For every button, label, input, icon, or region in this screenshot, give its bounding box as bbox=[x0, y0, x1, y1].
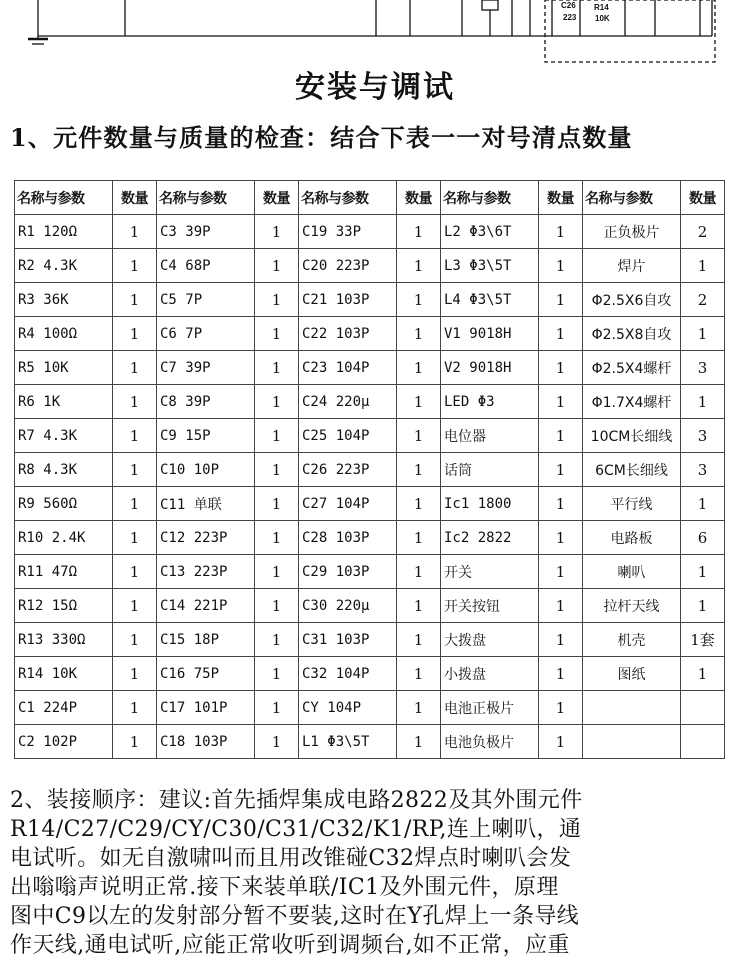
part-name: L2 Φ3\6T bbox=[441, 215, 539, 249]
r14-value: 10K bbox=[595, 14, 610, 23]
part-name: 拉杆天线 bbox=[583, 589, 681, 623]
part-name: R4 100Ω bbox=[15, 317, 113, 351]
part-name: C5 7P bbox=[157, 283, 255, 317]
part-name: R6 1K bbox=[15, 385, 113, 419]
part-quantity bbox=[681, 725, 725, 759]
part-name: CY 104P bbox=[299, 691, 397, 725]
part-quantity: 1 bbox=[397, 725, 441, 759]
part-name: C17 101P bbox=[157, 691, 255, 725]
part-quantity: 1 bbox=[397, 623, 441, 657]
part-name: 10CM长细线 bbox=[583, 419, 681, 453]
part-quantity: 1 bbox=[113, 487, 157, 521]
column-header-name: 名称与参数 bbox=[441, 181, 539, 215]
part-name: 喇叭 bbox=[583, 555, 681, 589]
table-row bbox=[15, 487, 725, 521]
part-name: C11 单联 bbox=[157, 487, 255, 521]
part-quantity: 1 bbox=[397, 453, 441, 487]
part-quantity: 1 bbox=[681, 385, 725, 419]
table-body bbox=[15, 215, 725, 759]
table-row bbox=[15, 521, 725, 555]
part-quantity: 1 bbox=[255, 249, 299, 283]
part-name: L1 Φ3\5T bbox=[299, 725, 397, 759]
part-quantity: 2 bbox=[681, 215, 725, 249]
part-name: 焊片 bbox=[583, 249, 681, 283]
part-quantity: 3 bbox=[681, 419, 725, 453]
part-name: Φ2.5X4螺杆 bbox=[583, 351, 681, 385]
part-quantity: 1 bbox=[539, 351, 583, 385]
part-name: R10 2.4K bbox=[15, 521, 113, 555]
part-name: 电位器 bbox=[441, 419, 539, 453]
part-quantity: 1 bbox=[113, 691, 157, 725]
part-name: LED Φ3 bbox=[441, 385, 539, 419]
part-name: L4 Φ3\5T bbox=[441, 283, 539, 317]
part-name: 话筒 bbox=[441, 453, 539, 487]
part-name: L3 Φ3\5T bbox=[441, 249, 539, 283]
part-quantity: 1 bbox=[539, 555, 583, 589]
part-quantity: 1 bbox=[255, 623, 299, 657]
part-name: R1 120Ω bbox=[15, 215, 113, 249]
part-name: C26 223P bbox=[299, 453, 397, 487]
part-quantity: 1 bbox=[397, 419, 441, 453]
paragraph-line: 电试听。如无自激啸叫而且用改锥碰C32焊点时喇叭会发 bbox=[10, 846, 572, 871]
part-name: C13 223P bbox=[157, 555, 255, 589]
part-quantity: 1 bbox=[113, 657, 157, 691]
part-name: C21 103P bbox=[299, 283, 397, 317]
part-quantity: 1 bbox=[113, 283, 157, 317]
part-name: 图纸 bbox=[583, 657, 681, 691]
part-name: C25 104P bbox=[299, 419, 397, 453]
assembly-order-paragraph bbox=[10, 786, 740, 960]
part-quantity: 3 bbox=[681, 351, 725, 385]
part-name: Φ2.5X6自攻 bbox=[583, 283, 681, 317]
column-header-name: 名称与参数 bbox=[583, 181, 681, 215]
part-name: 电池正极片 bbox=[441, 691, 539, 725]
part-quantity: 1 bbox=[255, 521, 299, 555]
part-quantity: 1 bbox=[113, 453, 157, 487]
part-name: C9 15P bbox=[157, 419, 255, 453]
part-name: R14 10K bbox=[15, 657, 113, 691]
part-name: Φ1.7X4螺杆 bbox=[583, 385, 681, 419]
part-quantity: 1 bbox=[255, 725, 299, 759]
part-quantity: 1 bbox=[397, 487, 441, 521]
part-quantity: 1 bbox=[681, 657, 725, 691]
part-name: R9 560Ω bbox=[15, 487, 113, 521]
part-quantity: 1 bbox=[113, 215, 157, 249]
part-quantity: 1 bbox=[539, 419, 583, 453]
part-name: C31 103P bbox=[299, 623, 397, 657]
column-header-qty: 数量 bbox=[681, 181, 725, 215]
part-name: C2 102P bbox=[15, 725, 113, 759]
circuit-diagram-fragment bbox=[0, 0, 750, 70]
part-quantity: 1 bbox=[539, 589, 583, 623]
part-quantity: 1 bbox=[539, 215, 583, 249]
part-quantity: 1 bbox=[539, 657, 583, 691]
part-name: C29 103P bbox=[299, 555, 397, 589]
column-header-qty: 数量 bbox=[397, 181, 441, 215]
part-quantity: 1 bbox=[113, 385, 157, 419]
part-name: C23 104P bbox=[299, 351, 397, 385]
paragraph-line: 2、装接顺序：建议:首先插焊集成电路2822及其外围元件 bbox=[10, 788, 583, 813]
part-quantity: 1 bbox=[397, 283, 441, 317]
part-quantity: 1 bbox=[681, 589, 725, 623]
part-quantity: 1 bbox=[539, 725, 583, 759]
part-name: R5 10K bbox=[15, 351, 113, 385]
table-row bbox=[15, 555, 725, 589]
part-quantity: 1 bbox=[255, 555, 299, 589]
part-name: 6CM长细线 bbox=[583, 453, 681, 487]
column-header-name: 名称与参数 bbox=[299, 181, 397, 215]
part-name: C18 103P bbox=[157, 725, 255, 759]
part-quantity: 1 bbox=[397, 249, 441, 283]
part-name: 电路板 bbox=[583, 521, 681, 555]
part-quantity: 1 bbox=[255, 487, 299, 521]
part-name: C14 221P bbox=[157, 589, 255, 623]
table-row bbox=[15, 419, 725, 453]
parts-table bbox=[14, 180, 725, 759]
part-quantity: 3 bbox=[681, 453, 725, 487]
table-row bbox=[15, 385, 725, 419]
table-row bbox=[15, 453, 725, 487]
table-row bbox=[15, 317, 725, 351]
part-name bbox=[583, 691, 681, 725]
part-name: C19 33P bbox=[299, 215, 397, 249]
column-header-qty: 数量 bbox=[113, 181, 157, 215]
part-name: C7 39P bbox=[157, 351, 255, 385]
part-quantity: 1 bbox=[539, 623, 583, 657]
part-name: C4 68P bbox=[157, 249, 255, 283]
part-name: C27 104P bbox=[299, 487, 397, 521]
part-name: C22 103P bbox=[299, 317, 397, 351]
part-name: 电池负极片 bbox=[441, 725, 539, 759]
part-quantity: 1 bbox=[113, 623, 157, 657]
part-quantity: 1 bbox=[397, 555, 441, 589]
part-quantity: 1 bbox=[255, 453, 299, 487]
part-quantity: 1 bbox=[539, 385, 583, 419]
part-quantity: 1 bbox=[113, 249, 157, 283]
part-quantity: 1 bbox=[397, 521, 441, 555]
part-quantity: 1 bbox=[539, 487, 583, 521]
part-name: R11 47Ω bbox=[15, 555, 113, 589]
c26-label: C26 bbox=[561, 1, 576, 10]
part-name bbox=[583, 725, 681, 759]
part-quantity: 1 bbox=[397, 657, 441, 691]
paragraph-line: R14/C27/C29/CY/C30/C31/C32/K1/RP,连上喇叭，通 bbox=[10, 817, 582, 842]
part-name: C30 220μ bbox=[299, 589, 397, 623]
paragraph-line: 作天线,通电试听,应能正常收听到调频台,如不正常，应重 bbox=[10, 933, 570, 958]
table-row bbox=[15, 215, 725, 249]
part-quantity: 1 bbox=[113, 589, 157, 623]
part-quantity: 1 bbox=[681, 487, 725, 521]
part-name: 正负极片 bbox=[583, 215, 681, 249]
table-row bbox=[15, 691, 725, 725]
part-quantity: 1 bbox=[539, 521, 583, 555]
part-name: Ic2 2822 bbox=[441, 521, 539, 555]
part-quantity: 1 bbox=[397, 351, 441, 385]
part-name: R2 4.3K bbox=[15, 249, 113, 283]
part-name: 平行线 bbox=[583, 487, 681, 521]
part-name: C8 39P bbox=[157, 385, 255, 419]
part-quantity bbox=[681, 691, 725, 725]
table-row bbox=[15, 589, 725, 623]
resistor-symbol bbox=[482, 0, 498, 10]
part-quantity: 1 bbox=[255, 385, 299, 419]
part-name: R13 330Ω bbox=[15, 623, 113, 657]
column-header-qty: 数量 bbox=[539, 181, 583, 215]
section-heading-check: 1、元件数量与质量的检查：结合下表一一对号清点数量 bbox=[10, 123, 633, 152]
r14-label: R14 bbox=[594, 3, 609, 12]
part-name: C1 224P bbox=[15, 691, 113, 725]
part-name: C15 18P bbox=[157, 623, 255, 657]
part-name: R7 4.3K bbox=[15, 419, 113, 453]
part-quantity: 1 bbox=[255, 283, 299, 317]
part-quantity: 1 bbox=[539, 453, 583, 487]
table-row bbox=[15, 657, 725, 691]
table-row bbox=[15, 283, 725, 317]
table-row bbox=[15, 725, 725, 759]
paragraph-line: 出嗡嗡声说明正常.接下来装单联/IC1及外围元件，原理 bbox=[10, 875, 559, 900]
part-name: C20 223P bbox=[299, 249, 397, 283]
part-name: R12 15Ω bbox=[15, 589, 113, 623]
part-quantity: 1 bbox=[255, 215, 299, 249]
part-name: C28 103P bbox=[299, 521, 397, 555]
part-name: R3 36K bbox=[15, 283, 113, 317]
part-quantity: 1 bbox=[113, 351, 157, 385]
part-quantity: 1 bbox=[255, 419, 299, 453]
part-name: 大拨盘 bbox=[441, 623, 539, 657]
part-quantity: 1 bbox=[113, 317, 157, 351]
page-title: 安装与调试 bbox=[295, 70, 455, 105]
part-quantity: 1 bbox=[397, 385, 441, 419]
table-header-row bbox=[15, 181, 725, 215]
paragraph-line: 图中C9以左的发射部分暂不要装,这时在Y孔焊上一条导线 bbox=[10, 904, 580, 929]
part-quantity: 1套 bbox=[681, 623, 725, 657]
part-quantity: 1 bbox=[539, 691, 583, 725]
part-quantity: 1 bbox=[255, 351, 299, 385]
column-header-name: 名称与参数 bbox=[15, 181, 113, 215]
part-quantity: 1 bbox=[113, 521, 157, 555]
part-quantity: 6 bbox=[681, 521, 725, 555]
part-quantity: 1 bbox=[539, 317, 583, 351]
part-quantity: 1 bbox=[255, 317, 299, 351]
part-quantity: 2 bbox=[681, 283, 725, 317]
part-quantity: 1 bbox=[255, 657, 299, 691]
part-name: R8 4.3K bbox=[15, 453, 113, 487]
part-name: Φ2.5X8自攻 bbox=[583, 317, 681, 351]
part-quantity: 1 bbox=[539, 283, 583, 317]
c26-value: 223 bbox=[563, 13, 577, 22]
table-row bbox=[15, 623, 725, 657]
part-name: C3 39P bbox=[157, 215, 255, 249]
part-name: V2 9018H bbox=[441, 351, 539, 385]
part-name: V1 9018H bbox=[441, 317, 539, 351]
part-quantity: 1 bbox=[681, 249, 725, 283]
part-quantity: 1 bbox=[113, 419, 157, 453]
part-name: C24 220μ bbox=[299, 385, 397, 419]
part-name: 机壳 bbox=[583, 623, 681, 657]
part-quantity: 1 bbox=[113, 725, 157, 759]
part-quantity: 1 bbox=[539, 249, 583, 283]
part-quantity: 1 bbox=[397, 691, 441, 725]
column-header-name: 名称与参数 bbox=[157, 181, 255, 215]
part-name: 小拨盘 bbox=[441, 657, 539, 691]
part-quantity: 1 bbox=[397, 317, 441, 351]
part-quantity: 1 bbox=[397, 589, 441, 623]
part-name: 开关按钮 bbox=[441, 589, 539, 623]
part-name: C16 75P bbox=[157, 657, 255, 691]
part-quantity: 1 bbox=[681, 555, 725, 589]
part-quantity: 1 bbox=[255, 589, 299, 623]
part-quantity: 1 bbox=[681, 317, 725, 351]
part-name: 开关 bbox=[441, 555, 539, 589]
table-row bbox=[15, 351, 725, 385]
part-quantity: 1 bbox=[397, 215, 441, 249]
part-quantity: 1 bbox=[113, 555, 157, 589]
column-header-qty: 数量 bbox=[255, 181, 299, 215]
part-quantity: 1 bbox=[255, 691, 299, 725]
part-name: Ic1 1800 bbox=[441, 487, 539, 521]
part-name: C32 104P bbox=[299, 657, 397, 691]
part-name: C12 223P bbox=[157, 521, 255, 555]
table-row bbox=[15, 249, 725, 283]
part-name: C10 10P bbox=[157, 453, 255, 487]
part-name: C6 7P bbox=[157, 317, 255, 351]
